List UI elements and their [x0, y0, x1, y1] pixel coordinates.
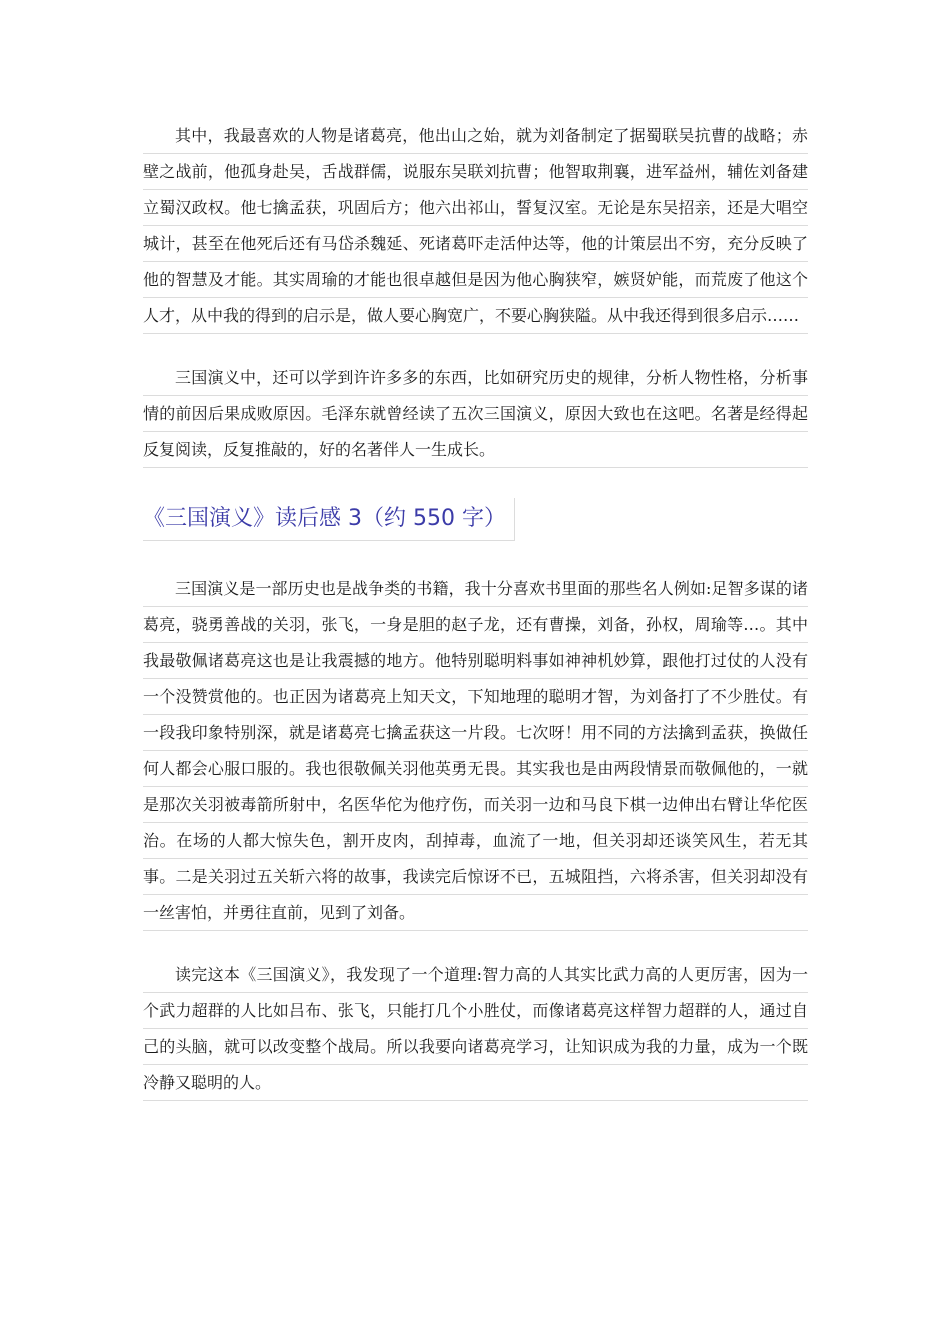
document-page — [143, 118, 808, 1101]
paragraph-zhuge-liang-favorite: 其中，我最喜欢的人物是诸葛亮，他出山之始，就为刘备制定了据蜀联吴抗曹的战略；赤壁之战前，他孤身赴吴，舌战群儒，说服东吴联刘抗曹；他智取荆襄，进军益州，辅佐刘备建立蜀汉政权。他七擒孟获，巩固后方；他六出祁山，誓复汉室。无论是东吴招亲，还是大唱空城计，甚至在他死后还有马岱杀魏延、死诸葛吓走活仲达等，他的计策层出不穷，充分反映了他的智慧及才能。其实周瑜的才能也很卓越但是因为他心胸狭窄，嫉贤妒能，而荒废了他这个人才，从中我的得到的启示是，做人要心胸宽广，不要心胸狭隘。从中我还得到很多启示…… — [143, 118, 808, 334]
paragraph-gap — [143, 334, 808, 360]
paragraph-conclusion: 读完这本《三国演义》，我发现了一个道理:智力高的人其实比武力高的人更厉害，因为一个武力超群的人比如吕布、张飞，只能打几个小胜仗，而像诸葛亮这样智力超群的人，通过自己的头脑，就可以改变整个战局。所以我要向诸葛亮学习，让知识成为我的力量，成为一个既冷静又聪明的人。 — [143, 957, 808, 1101]
section-heading-box — [143, 498, 515, 541]
paragraph-learning-from-novel: 三国演义中，还可以学到许许多多的东西，比如研究历史的规律，分析人物性格，分析事情的前因后果成败原因。毛泽东就曾经读了五次三国演义，原因大致也在这吧。名著是经得起反复阅读，反复推敲的，好的名著伴人一生成长。 — [143, 360, 808, 468]
section-heading: 《三国演义》读后感 3（约 550 字） — [143, 506, 506, 531]
paragraph-gap — [143, 931, 808, 957]
paragraph-favorite-heroes: 三国演义是一部历史也是战争类的书籍，我十分喜欢书里面的那些名人例如:足智多谋的诸葛亮，骁勇善战的关羽，张飞，一身是胆的赵子龙，还有曹操，刘备，孙权，周瑜等…。其中我最敬佩诸葛亮这也是让我震撼的地方。他特别聪明料事如神神机妙算，跟他打过仗的人没有一个没赞赏他的。也正因为诸葛亮上知天文，下知地理的聪明才智，为刘备打了不少胜仗。有一段我印象特别深，就是诸葛亮七擒孟获这一片段。七次呀！用不同的方法擒到孟获，换做任何人都会心服口服的。我也很敬佩关羽他英勇无畏。其实我也是由两段情景而敬佩他的，一就是那次关羽被毒箭所射中，名医华佗为他疗伤，而关羽一边和马良下棋一边伸出右臂让华佗医治。在场的人都大惊失色，割开皮肉，刮掉毒，血流了一地，但关羽却还谈笑风生，若无其事。二是关羽过五关斩六将的故事，我读完后惊讶不已，五城阻挡，六将杀害，但关羽却没有一丝害怕，并勇往直前，见到了刘备。 — [143, 571, 808, 931]
